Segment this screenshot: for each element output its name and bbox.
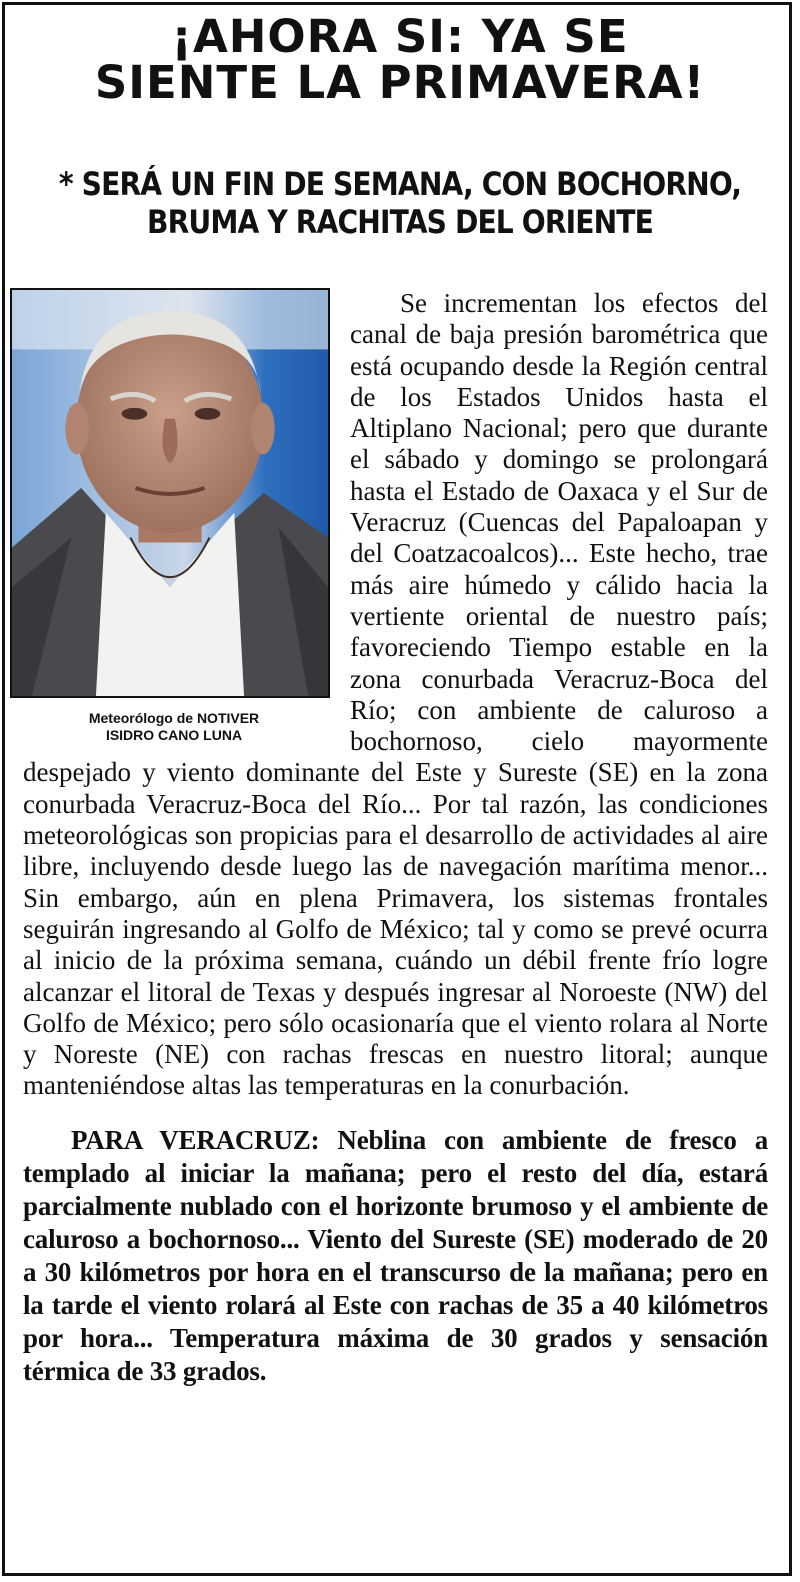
subheadline-line-2: BRUMA Y RACHITAS DEL ORIENTE xyxy=(146,203,653,241)
paragraph-1-text: Se incrementan los efectos del canal de baja presión barométrica que está ocupando desde la Región central de los Estados Unidos hasta el Altiplano Nacional; pero que durante el sábado y domingo se prolongará hasta el Estado de Oaxaca y el Sur de Veracruz (Cuencas del Papaloapan y del Coatzacoalcos)... Este hecho, trae más aire húmedo y cálido hacia la vertiente oriental de nuestro país; favoreciendo Tiempo estable en la zona conurbada Veracruz-Boca del Río; con ambiente de caluroso a bochornoso, cielo mayormente despejado y viento dominante del Este y Sureste (SE) en la zona conurbada Veracruz-Boca del Río... Por tal razón, las condiciones meteorológicas son propicias para el desarrollo de actividades al aire libre, incluyendo desde luego las de navegación marítima menor... Sin embargo, aún en plena Primavera, los sistemas frontales seguirán ingresando al Golfo de México; tal y como se prevé ocurra al inicio de la próxima semana, cuándo un débil frente frío logre alcanzar el litoral de Texas y después ingresar al Noroeste (NW) del Golfo de México; pero sólo ocasionaría que el viento rolara al Norte y Noreste (NE) con rachas frescas en nuestro litoral; aunque manteniéndose altas las temperaturas en la conurbación. xyxy=(23,288,768,1101)
body-paragraph-2 xyxy=(23,1124,768,1388)
headline-line-2: SIENTE LA PRIMAVERA! xyxy=(94,56,706,109)
headline-line-1: ¡AHORA SI: YA SE xyxy=(171,10,629,63)
article-body xyxy=(23,288,768,1388)
subheadline-line-1: * SERÁ UN FIN DE SEMANA, CON BOCHORNO, xyxy=(58,165,742,203)
caption-line-1: Meteorólogo de NOTIVER xyxy=(88,710,260,726)
photo-wrap-spacer xyxy=(23,288,350,756)
subheadline xyxy=(57,165,743,241)
paragraph-2-text: PARA VERACRUZ: Neblina con ambiente de fresco a templado al iniciar la mañana; pero el resto del día, estará parcialmente nublado con el horizonte brumoso y el ambiente de caluroso a bochornoso... Viento del Sureste (SE) moderado de 20 a 30 kilómetros por hora en el transcurso de la mañana; pero en la tarde el viento rolará al Este con rachas de 35 a 40 kilómetros por hora... Temperatura máxima de 30 grados y sensación térmica de 33 grados. xyxy=(23,1124,768,1386)
caption-line-2: ISIDRO CANO LUNA xyxy=(105,727,243,743)
headline xyxy=(0,10,800,109)
